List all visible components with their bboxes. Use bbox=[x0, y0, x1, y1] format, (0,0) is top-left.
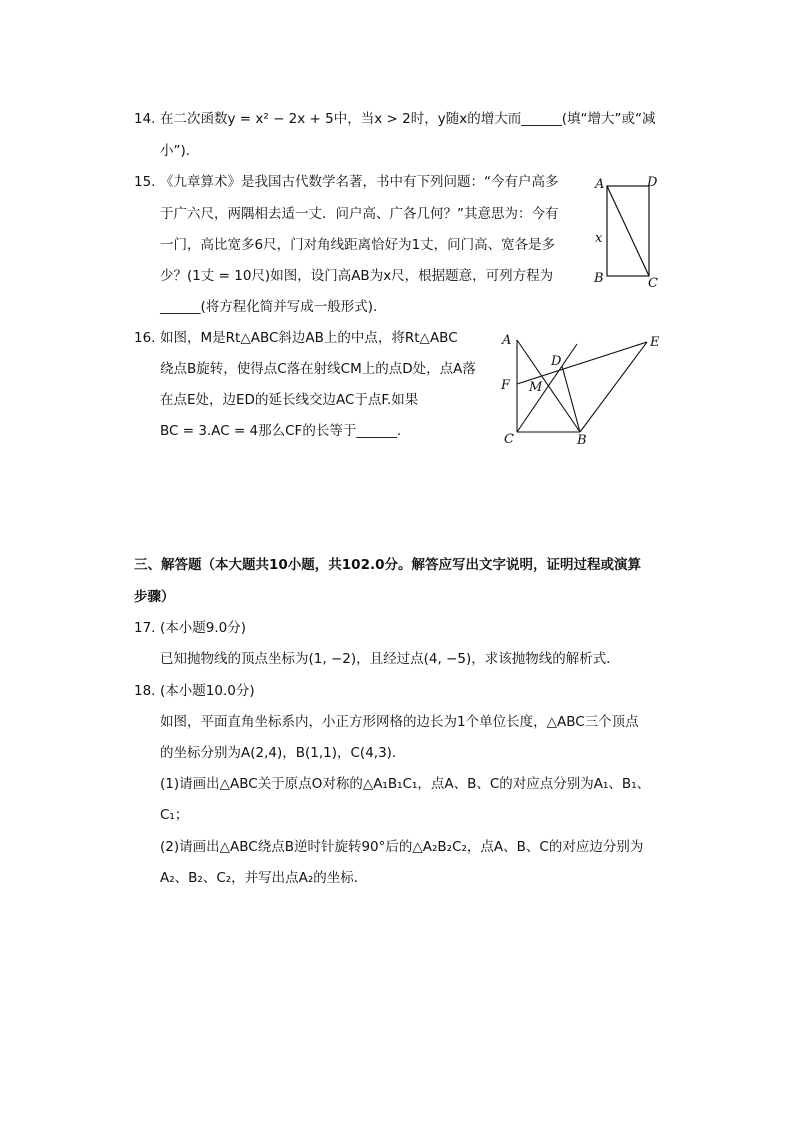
question-text: 在点E处，边ED的延长线交边AC于点F.如果 bbox=[160, 392, 419, 408]
question-text: ______(将方程化简并写成一般形式)． bbox=[160, 299, 387, 315]
rotated-triangle-figure bbox=[495, 330, 675, 450]
question-text: 如图，M是Rt△ABC斜边AB上的中点，将Rt△ABC bbox=[160, 330, 458, 346]
label-E: E bbox=[650, 335, 660, 350]
section-title: 三、解答题（本大题共10小题，共102.0分。解答应写出文字说明，证明过程或演算 bbox=[134, 557, 641, 573]
question-text: 少？(1丈 = 10尺)如图，设门高AB为x尺，根据题意，可列方程为 bbox=[160, 268, 554, 284]
question-text: 绕点B旋转，使得点C落在射线CM上的点D处，点A落 bbox=[160, 361, 476, 377]
label-D: D bbox=[551, 354, 562, 369]
label-M: M bbox=[529, 380, 543, 395]
label-x: x bbox=[595, 231, 603, 246]
question-text: 小”). bbox=[160, 143, 191, 159]
door-diagonal bbox=[607, 186, 649, 276]
label-A: A bbox=[502, 333, 512, 348]
question-text: 《九章算术》是我国古代数学名著，书中有下列问题：“今有户高多 bbox=[160, 174, 559, 190]
question-text: BC = 3.AC = 4那么CF的长等于______． bbox=[160, 423, 411, 439]
question-number: 15. bbox=[134, 174, 156, 190]
question-number: 18. bbox=[134, 683, 156, 699]
question-text: 的坐标分别为A(2,4)，B(1,1)，C(4,3)． bbox=[160, 745, 406, 761]
label-A: A bbox=[595, 177, 605, 192]
label-C: C bbox=[648, 276, 658, 291]
door-rectangle-figure bbox=[590, 172, 670, 292]
label-C: C bbox=[504, 432, 514, 447]
question-text: (2)请画出△ABC绕点B逆时针旋转90°后的△A₂B₂C₂，点A、B、C的对应边分别为 bbox=[160, 839, 644, 855]
question-number: 16. bbox=[134, 330, 156, 346]
label-D: D bbox=[647, 175, 658, 190]
question-text: C₁； bbox=[160, 807, 189, 823]
question-text: 已知抛物线的顶点坐标为(1, −2)，且经过点(4, −5)，求该抛物线的解析式． bbox=[160, 651, 620, 667]
question-score: (本小题9.0分) bbox=[160, 620, 247, 636]
question-text: 在二次函数y = x² − 2x + 5中，当x > 2时，y随x的增大而______(填“增大”或“减 bbox=[160, 111, 656, 127]
section-title-cont: 步骤） bbox=[134, 589, 175, 605]
label-B: B bbox=[594, 271, 604, 286]
question-text: A₂、B₂、C₂，并写出点A₂的坐标． bbox=[160, 870, 368, 886]
question-text: 一门，高比宽多6尺，门对角线距离恰好为1丈，问门高、宽各是多 bbox=[160, 237, 556, 253]
question-text: 如图，平面直角坐标系内，小正方形网格的边长为1个单位长度，△ABC三个顶点 bbox=[160, 714, 639, 730]
question-text: (1)请画出△ABC关于原点O对称的△A₁B₁C₁，点A、B、C的对应点分别为A₁、B₁、 bbox=[160, 776, 651, 792]
label-B: B bbox=[577, 433, 587, 448]
question-number: 14. bbox=[134, 111, 156, 127]
label-F: F bbox=[501, 378, 511, 393]
question-score: (本小题10.0分) bbox=[160, 683, 255, 699]
question-text: 于广六尺，两隅相去适一丈．问户高、广各几何？”其意思为：今有 bbox=[160, 206, 559, 222]
question-number: 17. bbox=[134, 620, 156, 636]
